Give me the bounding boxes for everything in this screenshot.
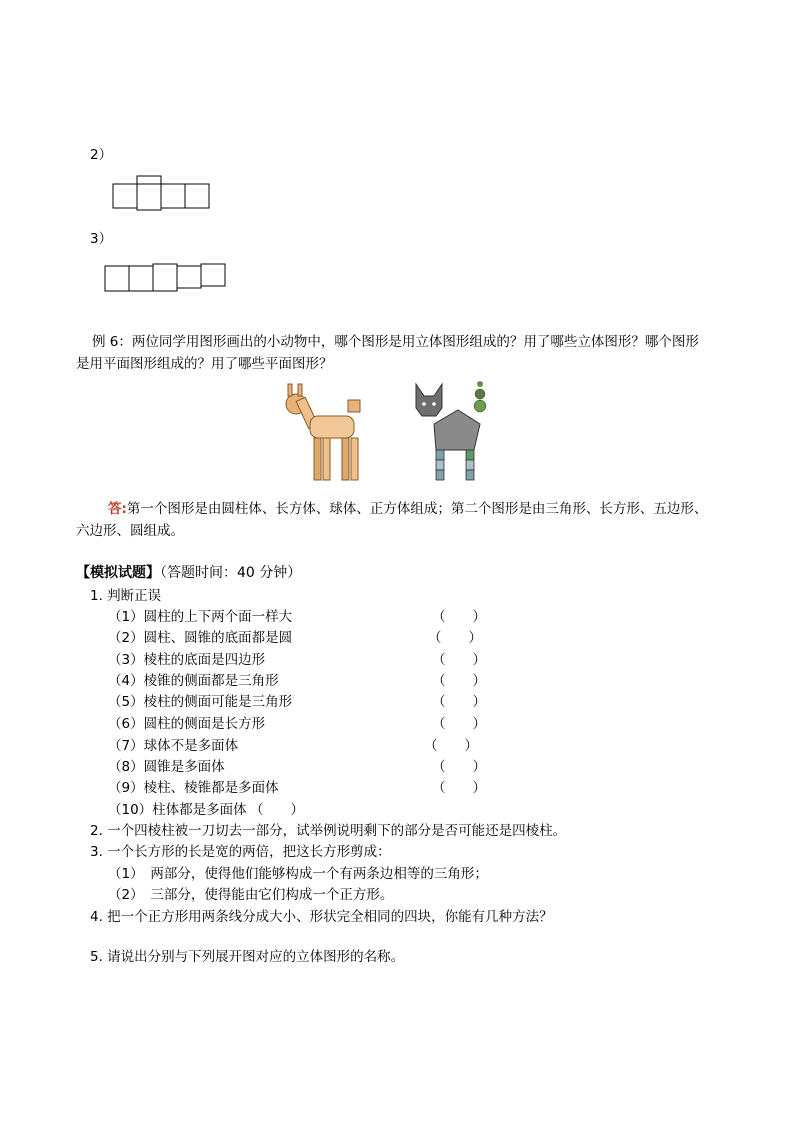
answer-text-line2: 六边形、圆组成。 <box>76 523 184 539</box>
q1-item: （7）球体不是多面体 <box>108 738 239 754</box>
example6-text-line1: 两位同学用图形画出的小动物中，哪个图形是用立体图形组成的？用了哪些立体图形？哪个图形 <box>131 334 699 350</box>
net-figure-3 <box>104 263 230 293</box>
part2-label: 2） <box>90 147 113 163</box>
example6-paragraph <box>76 331 726 375</box>
net-figure-2 <box>112 175 212 211</box>
q1-item: （8）圆锥是多面体 <box>108 759 225 775</box>
q1-item: （2）圆柱、圆锥的底面都是圆 <box>108 630 293 646</box>
question-2: 2. 一个四棱柱被一刀切去一部分，试举例说明剩下的部分是否可能还是四棱柱。 <box>90 823 567 839</box>
answer-text-line1: 第一个图形是由圆柱体、长方体、球体、正方体组成；第二个图形是由三角形、长方形、五边形、 <box>126 501 708 517</box>
question-5: 5. 请说出分别与下列展开图对应的立体图形的名称。 <box>90 949 405 965</box>
example6-label: 例 6： <box>92 334 132 350</box>
part3-label: 3） <box>90 231 113 247</box>
answer-blank[interactable]: （ ） <box>432 652 486 668</box>
answer-blank[interactable]: （ ） <box>432 759 486 775</box>
question-3-title: 3. 一个长方形的长是宽的两倍，把这长方形剪成： <box>90 844 391 860</box>
question-1-title: 1. 判断正误 <box>90 588 162 604</box>
q1-item: （10）柱体都是多面体 <box>108 802 247 818</box>
section-title: 【模拟试题】 <box>76 565 160 581</box>
q1-item: （3）棱柱的底面是四边形 <box>108 652 266 668</box>
answer-blank[interactable]: （ ） <box>424 738 478 754</box>
answer-blank[interactable]: （ ） <box>432 694 486 710</box>
q1-item: （1）圆柱的上下两个面一样大 <box>108 609 293 625</box>
answer-blank[interactable]: （ ） <box>250 802 304 818</box>
answer-label: 答: <box>108 501 127 517</box>
q3-item: （1） 两部分，使得他们能够构成一个有两条边相等的三角形； <box>108 866 488 882</box>
q3-item: （2） 三部分，使得能由它们构成一个正方形。 <box>108 887 394 903</box>
answer-blank[interactable]: （ ） <box>428 630 482 646</box>
section-heading <box>76 562 301 582</box>
example6-text-line2: 是用平面图形组成的？用了哪些平面图形？ <box>76 356 333 372</box>
answer-blank[interactable]: （ ） <box>432 780 486 796</box>
q1-item: （6）圆柱的侧面是长方形 <box>108 716 266 732</box>
answer-paragraph <box>76 498 726 542</box>
plane-shapes-animal-image <box>410 378 490 488</box>
question-4: 4. 把一个正方形用两条线分成大小、形状完全相同的四块，你能有几种方法？ <box>90 909 553 925</box>
answer-blank[interactable]: （ ） <box>432 609 486 625</box>
section-subtitle: （答题时间：40 分钟） <box>160 565 302 581</box>
answer-blank[interactable]: （ ） <box>432 716 486 732</box>
q1-item: （5）棱柱的侧面可能是三角形 <box>108 694 293 710</box>
answer-blank[interactable]: （ ） <box>432 673 486 689</box>
q1-item: （4）棱锥的侧面都是三角形 <box>108 673 279 689</box>
q1-item: （9）棱柱、棱锥都是多面体 <box>108 780 279 796</box>
solid-shapes-animal-image <box>282 378 366 488</box>
